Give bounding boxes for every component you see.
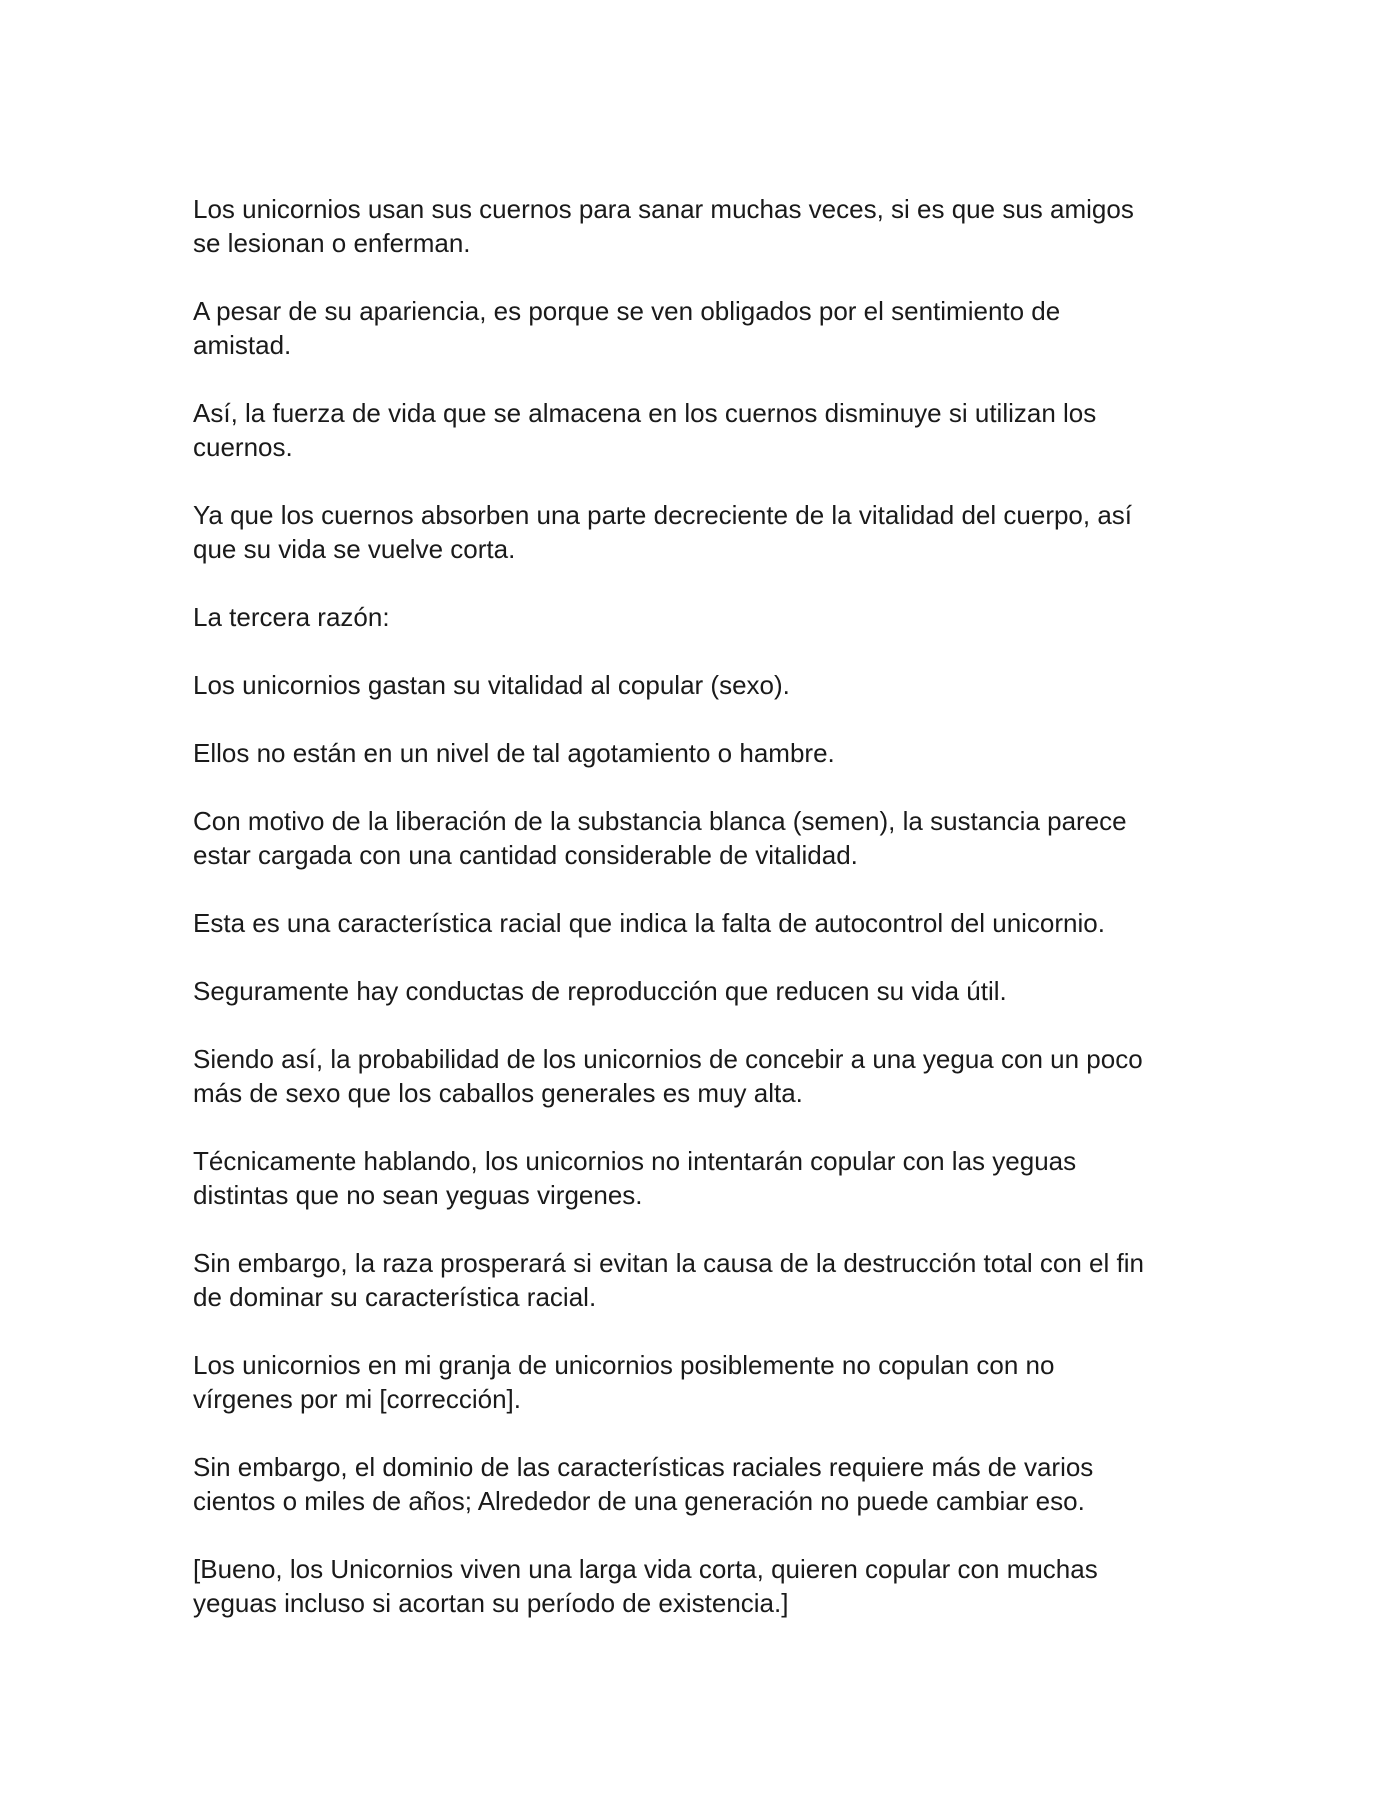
paragraph-14: Los unicornios en mi granja de unicornios posiblemente no copulan con no vírgenes por mi [corrección].: [193, 1350, 1055, 1414]
paragraph-9: Esta es una característica racial que indica la falta de autocontrol del unicornio.: [193, 908, 1105, 938]
paragraph-5: La tercera razón:: [193, 602, 390, 632]
paragraph-4: Ya que los cuernos absorben una parte decreciente de la vitalidad del cuerpo, así que su vida se vuelve corta.: [193, 500, 1133, 564]
document-body: [193, 192, 1213, 1654]
paragraph-7: Ellos no están en un nivel de tal agotamiento o hambre.: [193, 738, 835, 768]
paragraph-15: Sin embargo, el dominio de las características raciales requiere más de varios cientos o miles de años; Alrededor de una generación no puede cambiar eso.: [193, 1452, 1094, 1516]
paragraph-10: Seguramente hay conductas de reproducción que reducen su vida útil.: [193, 976, 1007, 1006]
paragraph-2: A pesar de su apariencia, es porque se ven obligados por el sentimiento de amistad.: [193, 296, 1061, 360]
paragraph-1: Los unicornios usan sus cuernos para sanar muchas veces, si es que sus amigos se lesionan o enferman.: [193, 194, 1134, 258]
paragraph-8: Con motivo de la liberación de la substancia blanca (semen), la sustancia parece estar cargada con una cantidad considerable de vitalidad.: [193, 806, 1127, 870]
paragraph-12: Técnicamente hablando, los unicornios no intentarán copular con las yeguas distintas que no sean yeguas virgenes.: [193, 1146, 1077, 1210]
paragraph-6: Los unicornios gastan su vitalidad al copular (sexo).: [193, 670, 790, 700]
paragraph-11: Siendo así, la probabilidad de los unicornios de concebir a una yegua con un poco más de sexo que los caballos generales es muy alta.: [193, 1044, 1143, 1108]
paragraph-13: Sin embargo, la raza prosperará si evitan la causa de la destrucción total con el fin de dominar su característica racial.: [193, 1248, 1144, 1312]
paragraph-3: Así, la fuerza de vida que se almacena en los cuernos disminuye si utilizan los cuernos.: [193, 398, 1097, 462]
paragraph-16: [Bueno, los Unicornios viven una larga vida corta, quieren copular con muchas yeguas incluso si acortan su período de existencia.]: [193, 1554, 1098, 1618]
